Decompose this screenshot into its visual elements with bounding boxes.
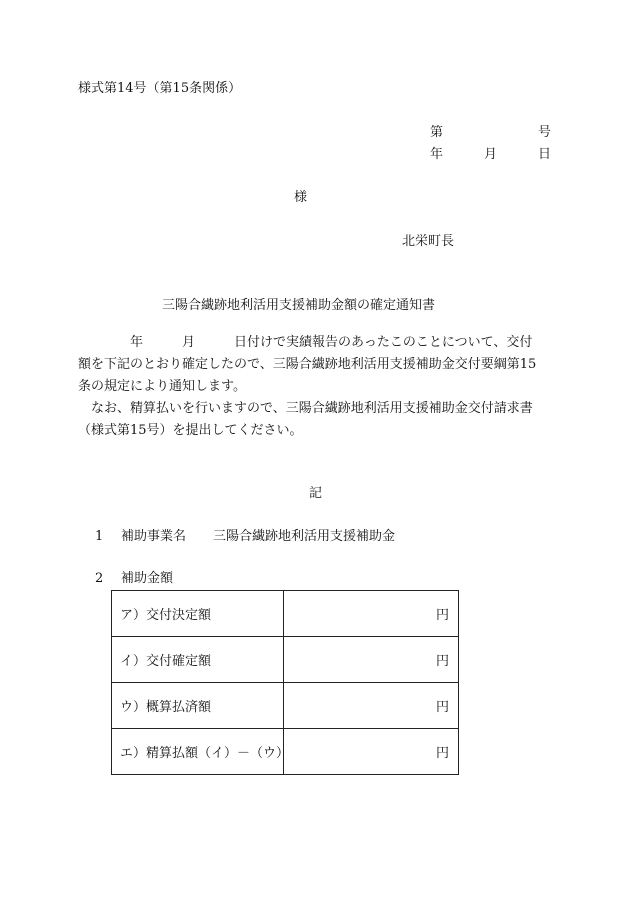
amount-unit: 円 (284, 729, 459, 775)
item1-label: 補助事業名 (121, 529, 187, 544)
item1-number: 1 (95, 529, 104, 544)
body-text (78, 332, 552, 442)
body-para2-line2: （様式第15号）を提出してください。 (78, 423, 303, 438)
amount-unit: 円 (284, 683, 459, 729)
date-day: 日 (538, 147, 552, 162)
amount-unit: 円 (284, 591, 459, 637)
body-para2-line1: なお、精算払いを行いますので、三陽合繊跡地利活用支援補助金交付請求書 (78, 401, 533, 416)
date-year: 年 (430, 147, 444, 162)
amount-unit: 円 (284, 637, 459, 683)
body-para1-line2: 額を下記のとおり確定したので、三陽合繊跡地利活用支援補助金交付要綱第15 (78, 357, 537, 372)
issuer: 北栄町長 (402, 234, 455, 249)
table-row (112, 591, 459, 637)
doc-number-prefix: 第 (430, 125, 444, 140)
ki-heading: 記 (309, 486, 323, 501)
table-row (112, 637, 459, 683)
item2-number: 2 (95, 571, 104, 586)
amount-label: ウ）概算払済額 (112, 683, 284, 729)
form-number: 様式第14号（第15条関係） (78, 81, 242, 96)
body-para1-line3: 条の規定により通知します。 (78, 379, 246, 394)
item2-label: 補助金額 (121, 571, 174, 586)
amount-label: ア）交付決定額 (112, 591, 284, 637)
addressee-suffix: 様 (294, 190, 308, 205)
item1-value: 三陽合繊跡地利活用支援補助金 (213, 529, 396, 544)
amount-label: イ）交付確定額 (112, 637, 284, 683)
table-row (112, 683, 459, 729)
date-month: 月 (484, 147, 498, 162)
table-row (112, 729, 459, 775)
body-para1-line1: 年 月 日付けで実績報告のあったこのことについて、交付 (78, 335, 533, 350)
doc-number-suffix: 号 (538, 125, 552, 140)
amount-label: エ）精算払額（イ）－（ウ） (112, 729, 284, 775)
amount-table (111, 590, 459, 775)
page-title: 三陽合繊跡地利活用支援補助金額の確定通知書 (162, 298, 436, 313)
